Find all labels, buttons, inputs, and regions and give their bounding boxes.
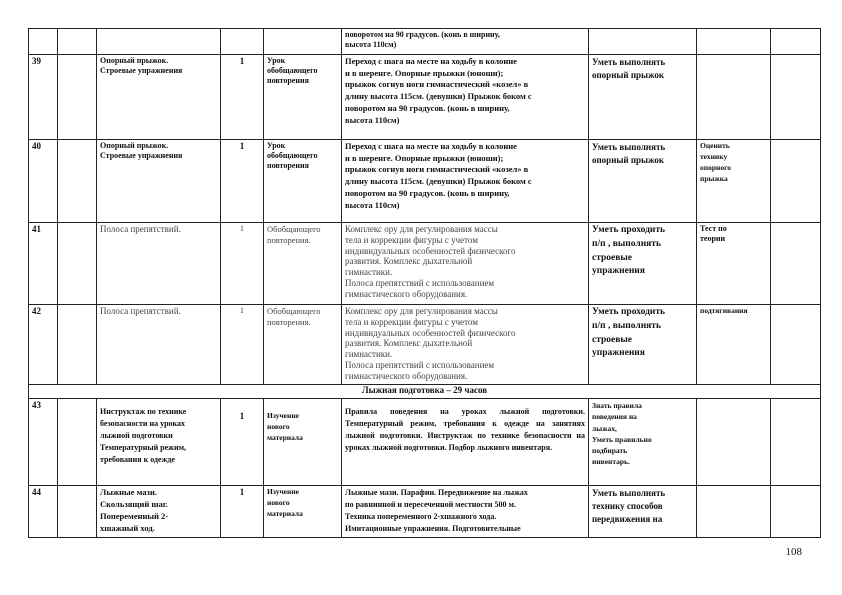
lesson-topic: Инструктаж по технике безопасности на уроках лыжной подготовки Температурный режим, требования к одежде xyxy=(97,399,221,486)
table-row xyxy=(29,140,821,223)
lesson-number: 41 xyxy=(29,223,58,305)
lesson-content: Переход с шага на месте на ходьбу в колонне и в шеренге. Опорные прыжки (юноши); прыжок согнув ноги гимнастический «козел» в длину высота 115см. (девушки) Прыжок боком с поворотом на 90 градусов. (конь в ширину, высота 110см) xyxy=(342,140,589,223)
lesson-skills: Уметь выполнять технику способов передвижения на xyxy=(589,486,697,538)
cell-control xyxy=(697,29,771,55)
cell-extra xyxy=(771,223,821,305)
lesson-skills: Знать правила поведения на лыжах, Уметь правильно подбирать инвентарь. xyxy=(589,399,697,486)
lesson-content: Переход с шага на месте на ходьбу в колонне и в шеренге. Опорные прыжки (юноши); прыжок согнув ноги гимнастический «козел» в длину высота 115см. (девушки) Прыжок боком с поворотом на 90 градусов. (конь в ширину, высота 110см) xyxy=(342,55,589,140)
cell-skills xyxy=(589,29,697,55)
lesson-type: Урок обобщающего повторения xyxy=(264,140,342,223)
lesson-hours: 1 xyxy=(221,140,264,223)
lesson-type: Обобщающего повторения. xyxy=(264,223,342,305)
cell-hours xyxy=(221,29,264,55)
lesson-topic: Опорный прыжок. Строевые упражнения xyxy=(97,55,221,140)
cell-empty xyxy=(58,223,97,305)
lesson-hours: 1 xyxy=(221,305,264,385)
table-row xyxy=(29,223,821,305)
cell-empty xyxy=(58,399,97,486)
lesson-number: 44 xyxy=(29,486,58,538)
cell-empty xyxy=(58,55,97,140)
lesson-skills: Уметь проходить п/п , выполнять строевые упражнения xyxy=(589,223,697,305)
lesson-control xyxy=(697,55,771,140)
lesson-skills: Уметь проходить п/п , выполнять строевые упражнения xyxy=(589,305,697,385)
cell-extra xyxy=(771,486,821,538)
cell-empty xyxy=(58,486,97,538)
cell-type xyxy=(264,29,342,55)
lesson-hours: 1 xyxy=(221,399,264,486)
table-row xyxy=(29,399,821,486)
lesson-type: Изучение нового материала xyxy=(264,486,342,538)
table-row xyxy=(29,486,821,538)
lesson-type: Урок обобщающего повторения xyxy=(264,55,342,140)
cell-extra xyxy=(771,29,821,55)
table-row xyxy=(29,305,821,385)
cell-topic xyxy=(97,29,221,55)
lesson-control xyxy=(697,399,771,486)
cell-extra xyxy=(771,399,821,486)
lesson-content: Правила поведения на уроках лыжной подготовки. Температурный режим, требования к одежде на занятиях лыжной подготовки. Инструктаж по технике безопасности на уроках лыжной подготовки. Подбор лыжного инвентаря. xyxy=(342,399,589,486)
cell-num xyxy=(29,29,58,55)
lesson-topic: Опорный прыжок. Строевые упражнения xyxy=(97,140,221,223)
section-title: Лыжная подготовка – 29 часов xyxy=(29,385,821,399)
lesson-plan-table xyxy=(28,28,821,538)
cell-content: поворотом на 90 градусов. (конь в ширину, высота 110см) xyxy=(342,29,589,55)
cell-empty xyxy=(58,140,97,223)
table-row xyxy=(29,55,821,140)
page-number: 108 xyxy=(785,546,802,558)
lesson-number: 42 xyxy=(29,305,58,385)
cell-empty xyxy=(58,29,97,55)
lesson-number: 39 xyxy=(29,55,58,140)
cell-extra xyxy=(771,305,821,385)
cell-empty xyxy=(58,305,97,385)
lesson-type: Изучение нового материала xyxy=(264,399,342,486)
cell-extra xyxy=(771,55,821,140)
lesson-skills: Уметь выполнять опорный прыжок xyxy=(589,55,697,140)
lesson-content: Комплекс ору для регулирования массы тела и коррекции фигуры с учетом индивидуальных особенностей физического развития. Комплекс дыхательной гимнастики. Полоса препятствий с использованием гимнастического оборудования. xyxy=(342,223,589,305)
lesson-hours: 1 xyxy=(221,223,264,305)
lesson-control: подтягивания xyxy=(697,305,771,385)
lesson-content: Комплекс ору для регулирования массы тела и коррекции фигуры с учетом индивидуальных особенностей физического развития. Комплекс дыхательной гимнастики. Полоса препятствий с использованием гимнастического оборудования. xyxy=(342,305,589,385)
document-page xyxy=(28,28,820,538)
lesson-topic: Лыжные мази. Скользящий шаг. Попеременный 2- хшажный ход. xyxy=(97,486,221,538)
lesson-type: Обобщающего повторения. xyxy=(264,305,342,385)
lesson-control: Оценить технику опорного прыжка xyxy=(697,140,771,223)
lesson-hours: 1 xyxy=(221,486,264,538)
lesson-topic: Полоса препятствий. xyxy=(97,223,221,305)
lesson-skills: Уметь выполнять опорный прыжок xyxy=(589,140,697,223)
table-row xyxy=(29,29,821,55)
lesson-control: Тест по теории xyxy=(697,223,771,305)
lesson-topic: Полоса препятствий. xyxy=(97,305,221,385)
lesson-content: Лыжные мази. Парафин. Передвижение на лыжах по равнинной и пересеченной местности 500 м. Техника попеременного 2-хшажного хода. Имитационные упражнения. Подготовительные xyxy=(342,486,589,538)
lesson-hours: 1 xyxy=(221,55,264,140)
lesson-control xyxy=(697,486,771,538)
section-row xyxy=(29,385,821,399)
lesson-number: 43 xyxy=(29,399,58,486)
cell-extra xyxy=(771,140,821,223)
lesson-number: 40 xyxy=(29,140,58,223)
